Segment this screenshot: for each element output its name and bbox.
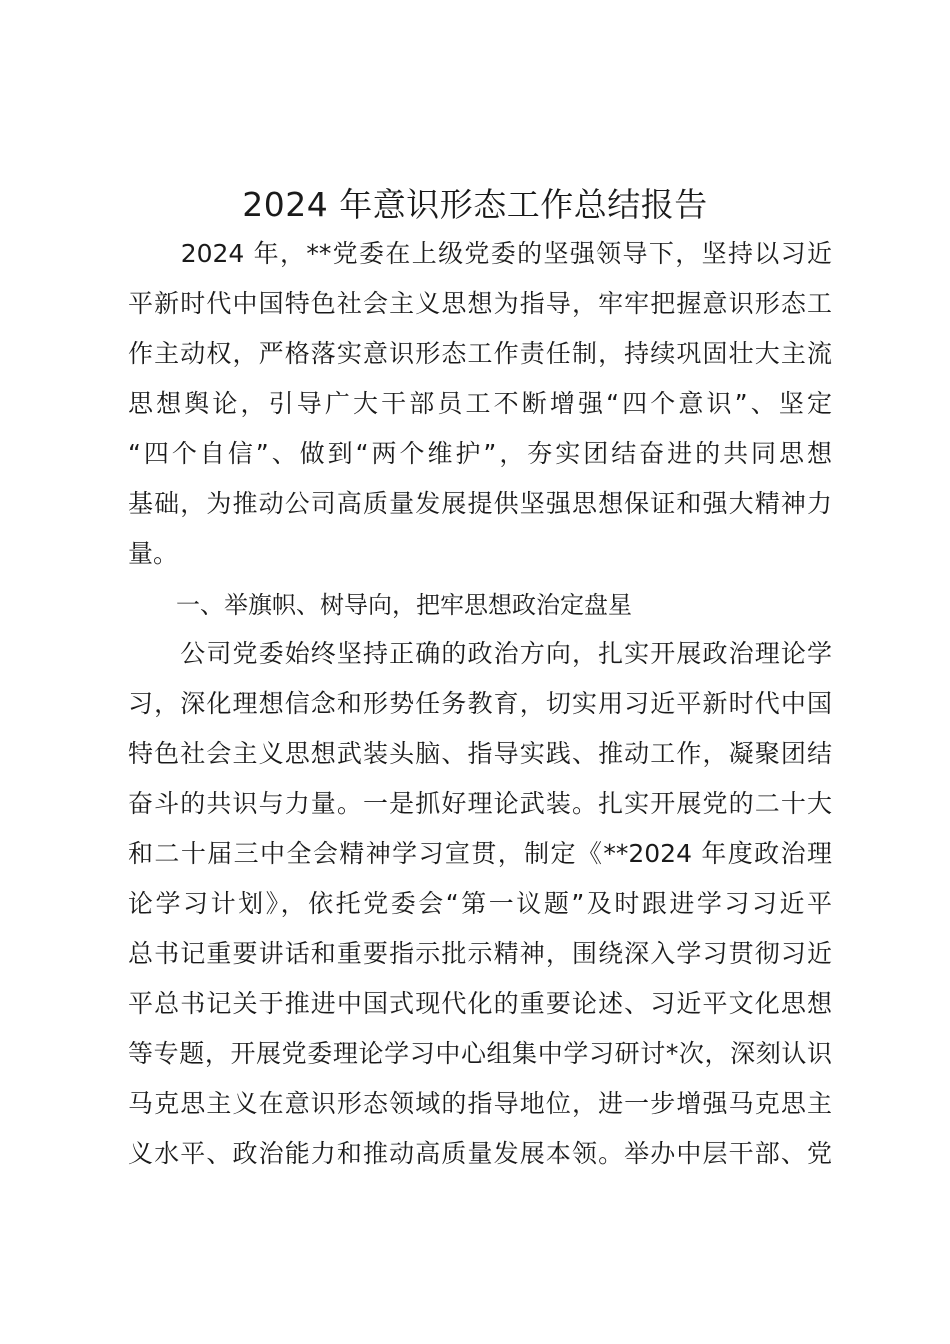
document-title: 2024 年意识形态工作总结报告 [242,185,708,224]
paragraph-line: 等专题，开展党委理论学习中心组集中学习研讨*次，深刻认识 [128,1039,832,1068]
paragraph-line: 和二十届三中全会精神学习宣贯，制定《**2024 年度政治理 [128,839,832,868]
paragraph-line: 马克思主义在意识形态领域的指导地位，进一步增强马克思主 [128,1089,832,1118]
paragraph-line: 义水平、政治能力和推动高质量发展本领。举办中层干部、党 [128,1139,832,1168]
paragraph-line: 思想舆论，引导广大干部员工不断增强“四个意识”、坚定 [128,389,832,418]
paragraph-line: 特色社会主义思想武装头脑、指导实践、推动工作，凝聚团结 [128,739,832,768]
paragraph-line: 奋斗的共识与力量。一是抓好理论武装。扎实开展党的二十大 [128,789,832,818]
paragraph-line: 总书记重要讲话和重要指示批示精神，围绕深入学习贯彻习近 [128,939,832,968]
paragraph-line: “四个自信”、做到“两个维护”，夯实团结奋进的共同思想 [128,439,832,468]
paragraph-line: 公司党委始终坚持正确的政治方向，扎实开展政治理论学 [128,639,832,668]
paragraph-line: 作主动权，严格落实意识形态工作责任制，持续巩固壮大主流 [128,339,832,368]
paragraph-line: 论学习计划》，依托党委会“第一议题”及时跟进学习习近平 [128,889,832,918]
paragraph-line: 习，深化理想信念和形势任务教育，切实用习近平新时代中国 [128,689,832,718]
paragraph-line: 基础，为推动公司高质量发展提供坚强思想保证和强大精神力 [128,489,832,518]
paragraph-line: 量。 [128,539,179,568]
paragraph-line: 平新时代中国特色社会主义思想为指导，牢牢把握意识形态工 [128,289,832,318]
paragraph-line: 平总书记关于推进中国式现代化的重要论述、习近平文化思想 [128,989,832,1018]
section-heading: 一、举旗帜、树导向，把牢思想政治定盘星 [128,591,632,619]
paragraph-line: 2024 年，**党委在上级党委的坚强领导下，坚持以习近 [128,239,832,268]
